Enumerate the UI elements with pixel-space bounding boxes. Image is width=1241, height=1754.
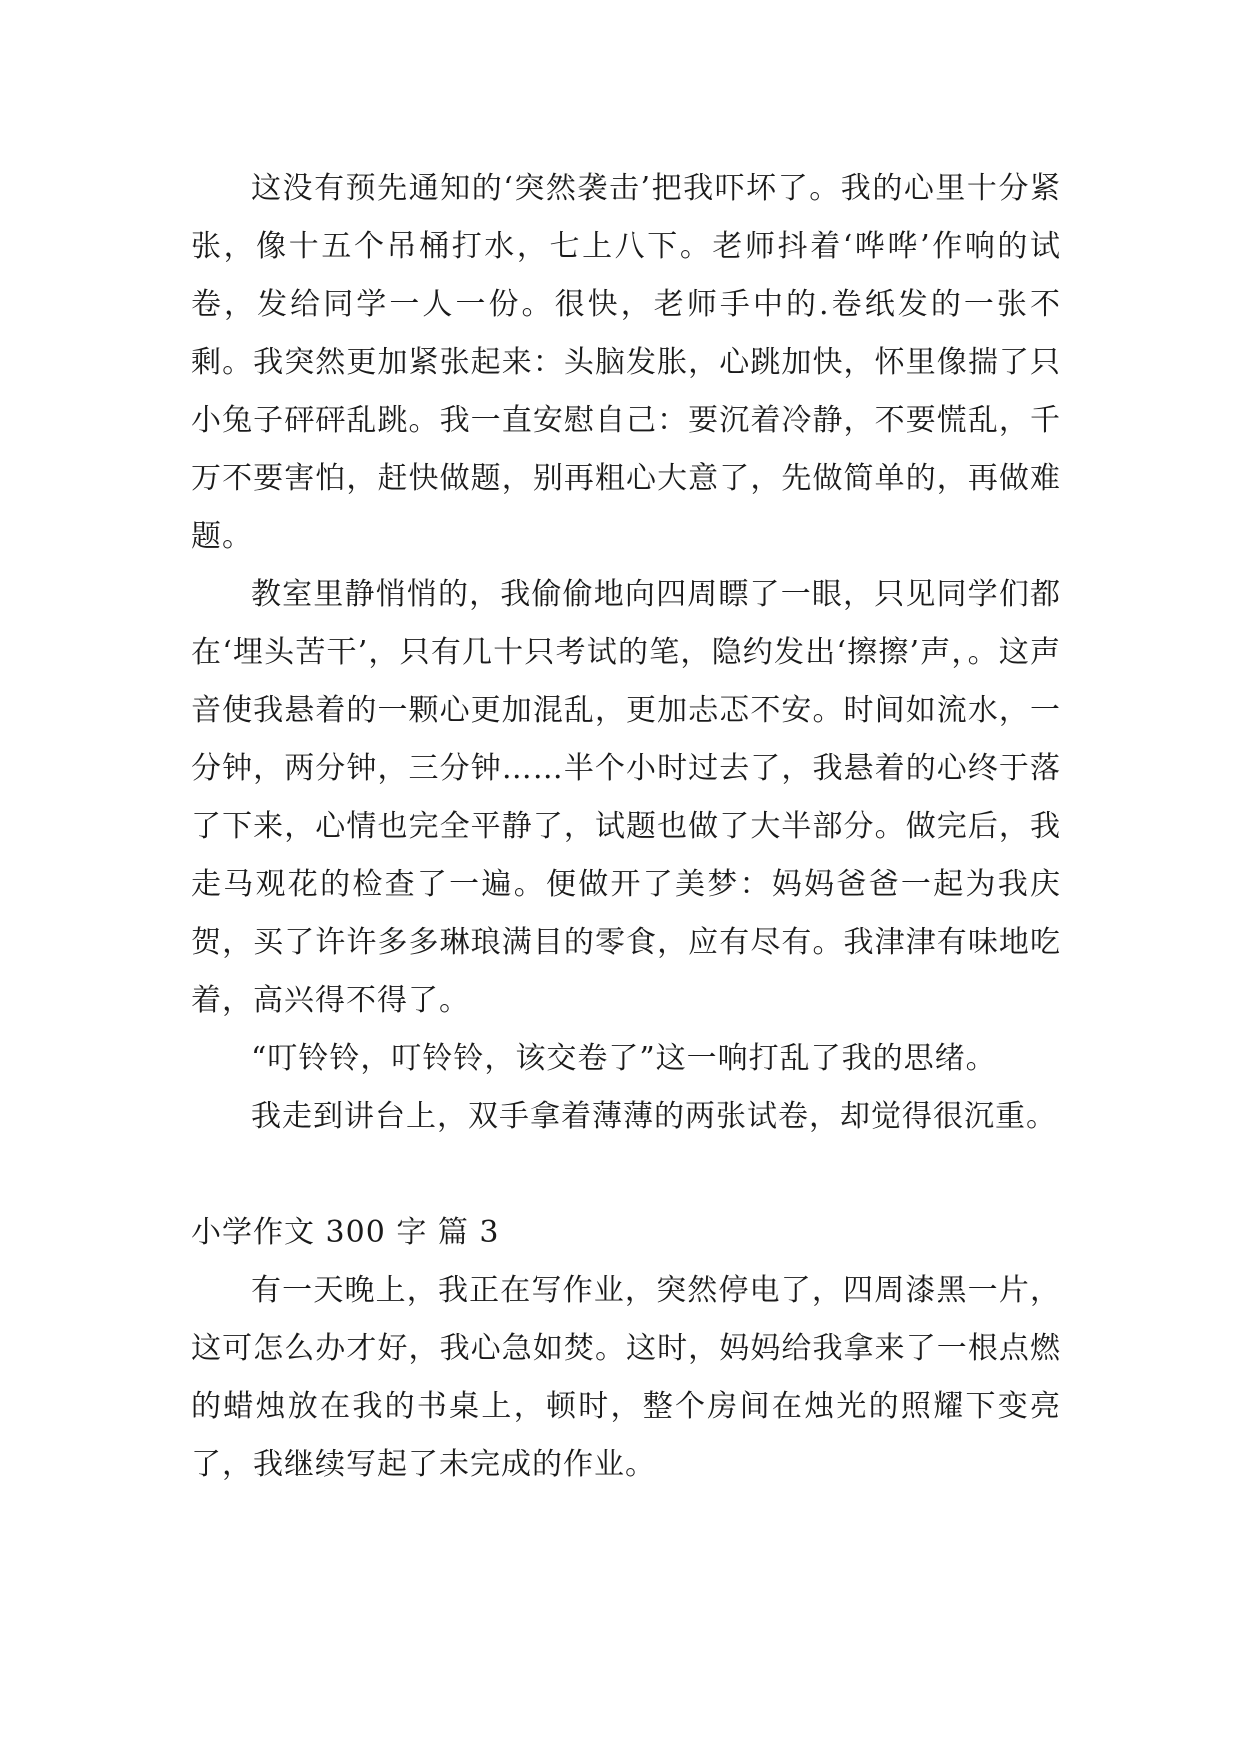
- paragraph-bell-rings: “叮铃铃，叮铃铃，该交卷了”这一响打乱了我的思绪。: [251, 1041, 997, 1076]
- document-body: [191, 160, 1061, 1494]
- paragraph-exam-nervous: 这没有预先通知的‘突然袭击’把我吓坏了。我的心里十分紧张，像十五个吊桶打水，七上八下。老师抖着‘哗哗’作响的试卷，发给同学一人一份。很快，老师手中的.卷纸发的一张不剩。我突然更加紧张起来：头脑发胀，心跳加快，怀里像揣了只小兔子砰砰乱跳。我一直安慰自己：要沉着冷静，不要慌乱，千万不要害怕，赶快做题，别再粗心大意了，先做简单的，再做难题。: [191, 171, 1061, 554]
- section-title: 小学作文 300 字 篇 3: [191, 1215, 500, 1250]
- paragraph-power-outage: 有一天晚上，我正在写作业，突然停电了，四周漆黑一片，这可怎么办才好，我心急如焚。这时，妈妈给我拿来了一根点燃的蜡烛放在我的书桌上，顿时，整个房间在烛光的照耀下变亮了，我继续写起了未完成的作业。: [191, 1273, 1061, 1482]
- paragraph-classroom-quiet: 教室里静悄悄的，我偷偷地向四周瞟了一眼，只见同学们都在‘埋头苦干’，只有几十只考试的笔，隐约发出‘擦擦’声，。这声音使我悬着的一颗心更加混乱，更加忐忑不安。时间如流水，一分钟，两分钟，三分钟……半个小时过去了，我悬着的心终于落了下来，心情也完全平静了，试题也做了大半部分。做完后，我走马观花的检查了一遍。便做开了美梦：妈妈爸爸一起为我庆贺，买了许许多多琳琅满目的零食，应有尽有。我津津有味地吃着，高兴得不得了。: [191, 577, 1061, 1018]
- paragraph-hand-in-paper: 我走到讲台上，双手拿着薄薄的两张试卷，却觉得很沉重。: [251, 1099, 1057, 1134]
